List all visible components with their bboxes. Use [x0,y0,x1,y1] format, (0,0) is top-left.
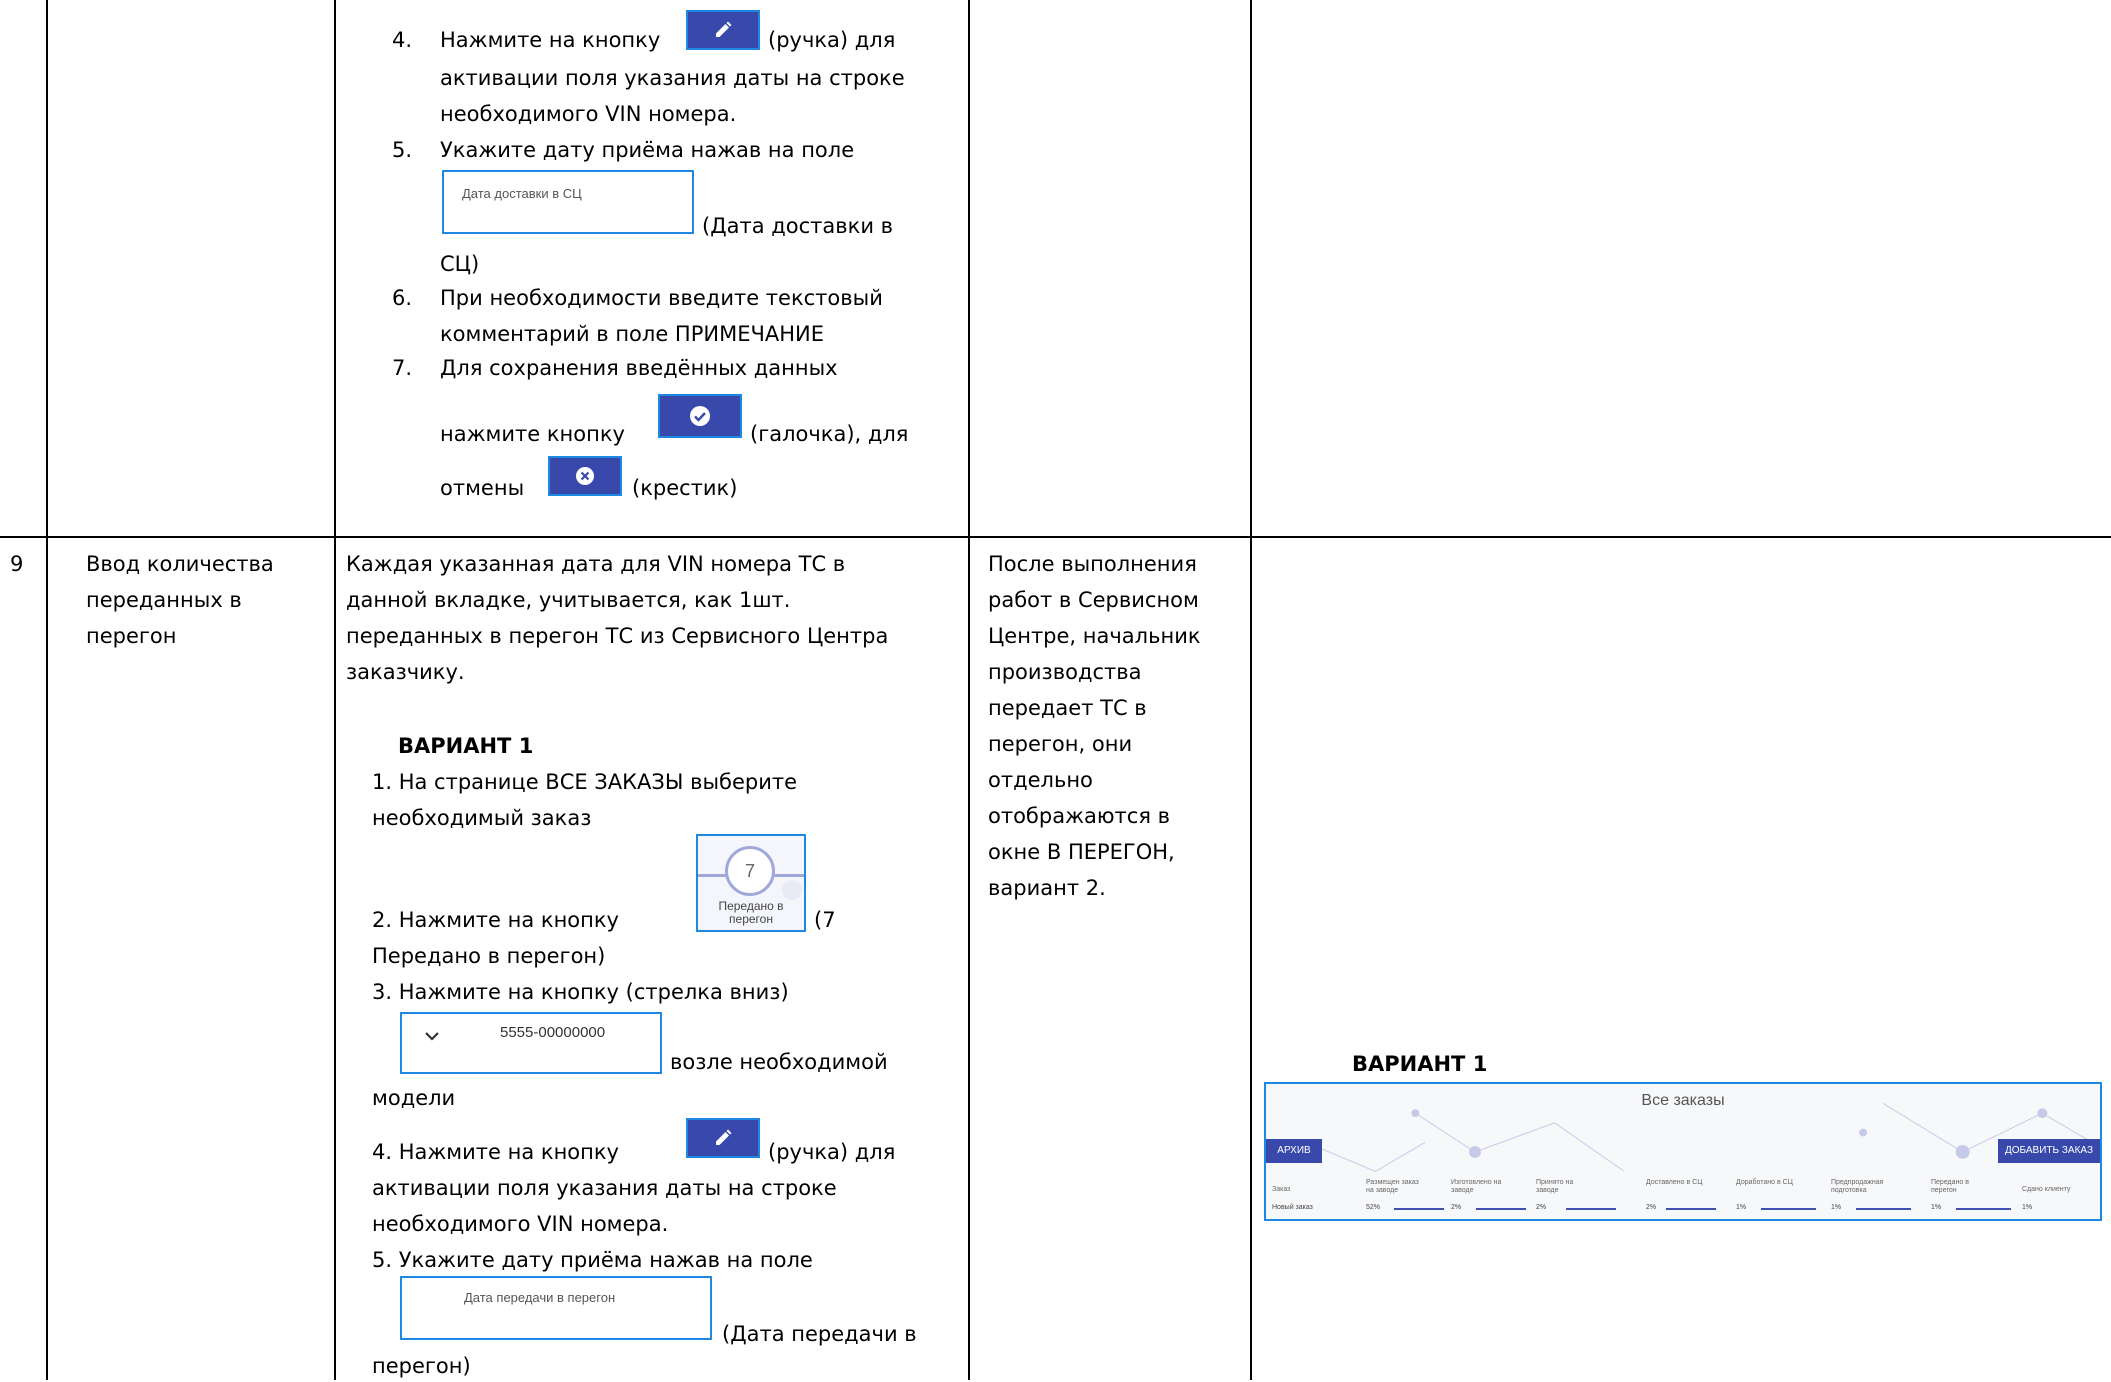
column-header: Доставлено в СЦ [1646,1179,1703,1186]
step-text: При необходимости введите текстовый [440,286,883,310]
model-expand-button[interactable] [400,1012,662,1074]
progress-bar [1666,1208,1716,1210]
step-text: (ручка) для [768,28,896,52]
intro-line: заказчику. [346,660,465,684]
result-line: После выполнения [988,552,1197,576]
step-text: 3. Нажмите на кнопку (стрелка вниз) [372,980,789,1004]
step-number-circle: 7 [725,846,775,896]
progress-value: 1% [2022,1204,2033,1211]
delivery-date-field[interactable] [442,170,694,234]
row-name-line: переданных в [86,588,242,612]
row-name-line: перегон [86,624,177,648]
step-text: необходимого VIN номера. [440,102,737,126]
result-line: отображаются в [988,804,1171,828]
step-text: Передано в перегон) [372,944,606,968]
step-text: отмены [440,476,525,500]
result-line: вариант 2. [988,876,1106,900]
check-circle-icon [689,405,711,427]
table-border [334,0,336,1380]
step-text: Для сохранения введённых данных [440,356,838,380]
step-text: (Дата доставки в [702,214,894,238]
step-text: 1. На странице ВСЕ ЗАКАЗЫ выберите [372,770,798,794]
archive-button[interactable]: АРХИВ [1266,1139,1322,1163]
transfer-date-field[interactable] [400,1276,712,1340]
column-header: Передано в перегон [1931,1179,1969,1194]
step-text: (галочка), для [750,422,909,446]
table-border [46,0,48,1380]
result-line: передает ТС в [988,696,1147,720]
cancel-cross-button[interactable] [548,456,622,496]
pencil-icon [713,20,733,40]
result-line: работ в Сервисном [988,588,1199,612]
column-header: Размещен заказ на заводе [1366,1179,1419,1194]
progress-value: 1% [1831,1204,1842,1211]
image-caption: ВАРИАНТ 1 [1352,1052,1488,1076]
progress-bar [1476,1208,1526,1210]
step-text: возле необходимой [670,1050,888,1074]
column-header: Изготовлено на заводе [1451,1179,1502,1194]
step-text: 5. Укажите дату приёма нажав на поле [372,1248,813,1272]
step-number: 7. [392,356,413,380]
step-number: 4. [392,28,413,52]
progress-value: 2% [1451,1204,1462,1211]
step-text: перегон) [372,1354,471,1378]
progress-bar [1761,1208,1816,1210]
transferred-step-button[interactable] [696,834,806,932]
order-name[interactable]: Новый заказ [1272,1204,1313,1211]
step-text: модели [372,1086,456,1110]
add-order-button[interactable]: ДОБАВИТЬ ЗАКАЗ [1998,1139,2100,1163]
result-line: Центре, начальник [988,624,1201,648]
progress-bar [1956,1208,2011,1210]
progress-value: 2% [1536,1204,1547,1211]
step-number: 6. [392,286,413,310]
column-header: Заказ [1272,1186,1291,1193]
step-text: нажмите кнопку [440,422,625,446]
intro-line: переданных в перегон ТС из Сервисного Центра [346,624,889,648]
progress-bar [1566,1208,1616,1210]
step-button-label: Передано в перегон [718,899,784,926]
column-header: Предпродажная подготовка [1831,1179,1884,1194]
step-text: активации поля указания даты на строке [440,66,905,90]
step-text: необходимый заказ [372,806,592,830]
progress-bar [1856,1208,1911,1210]
step-text: (крестик) [632,476,738,500]
field-placeholder: Дата передачи в перегон [464,1290,616,1305]
step-text: 2. Нажмите на кнопку [372,908,619,932]
decor-dot [782,880,802,900]
result-line: перегон, они [988,732,1133,756]
chevron-down-icon [424,1030,440,1042]
column-header: Доработано в СЦ [1736,1179,1793,1186]
orders-title: Все заказы [1641,1092,1725,1109]
row-number: 9 [10,552,24,576]
table-row-divider [0,536,2111,538]
result-line: отдельно [988,768,1093,792]
column-header: Сдано клиенту [2022,1186,2071,1193]
intro-line: данной вкладке, учитывается, как 1шт. [346,588,791,612]
table-border [968,0,970,1380]
orders-screenshot [1264,1082,2102,1221]
result-line: окне В ПЕРЕГОН, [988,840,1175,864]
save-checkmark-button[interactable] [658,394,742,438]
progress-value: 2% [1646,1204,1657,1211]
progress-value: 1% [1736,1204,1747,1211]
step-text: Укажите дату приёма нажав на поле [440,138,855,162]
step-text: (Дата передачи в [722,1322,917,1346]
intro-line: Каждая указанная дата для VIN номера ТС в [346,552,846,576]
step-text: СЦ) [440,252,480,276]
step-number: 5. [392,138,413,162]
variant-heading: ВАРИАНТ 1 [398,734,534,758]
step-text: 4. Нажмите на кнопку [372,1140,619,1164]
field-placeholder: Дата доставки в СЦ [462,186,582,201]
column-header: Принято на заводе [1536,1179,1574,1194]
progress-bar [1394,1208,1444,1210]
progress-value: 52% [1366,1204,1381,1211]
model-number: 5555-00000000 [500,1024,606,1041]
step-text: комментарий в поле ПРИМЕЧАНИЕ [440,322,824,346]
step-text: необходимого VIN номера. [372,1212,669,1236]
table-border [1250,0,1252,1380]
row-name-line: Ввод количества [86,552,274,576]
close-circle-icon [575,466,595,486]
step-text: Нажмите на кнопку [440,28,661,52]
step-text: (ручка) для [768,1140,896,1164]
progress-value: 1% [1931,1204,1942,1211]
edit-button[interactable] [686,1118,760,1158]
pencil-icon [713,1128,733,1148]
result-line: производства [988,660,1142,684]
step-text: (7 [814,908,836,932]
edit-button[interactable] [686,10,760,50]
step-text: активации поля указания даты на строке [372,1176,837,1200]
